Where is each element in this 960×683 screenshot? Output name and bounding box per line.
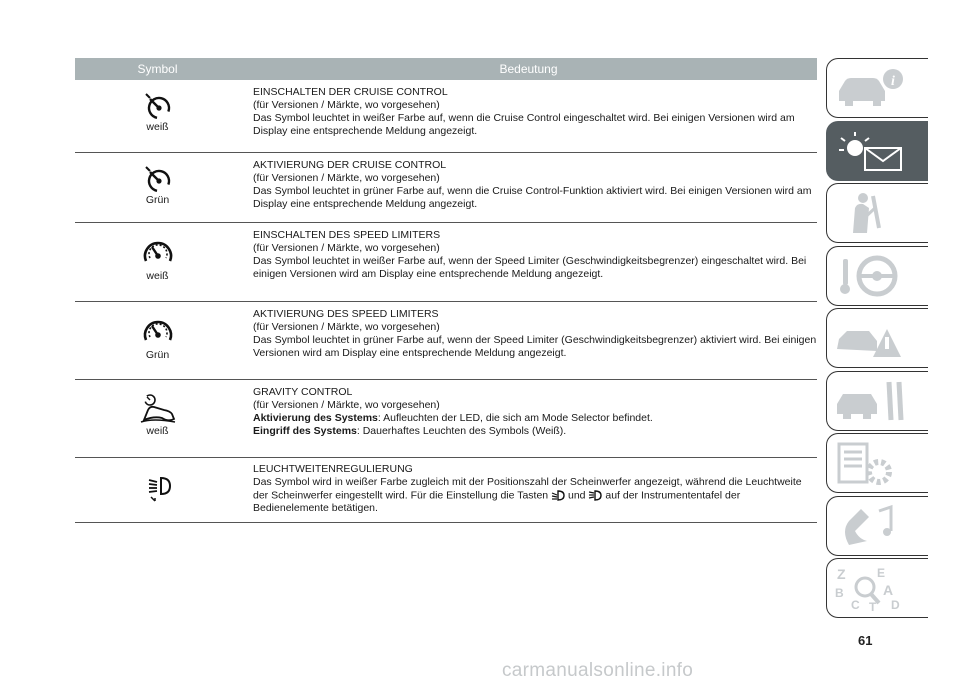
tab-technical-data[interactable] bbox=[826, 433, 928, 493]
row-text: Das Symbol wird in weißer Farbe zugleich mit der Positionszahl der Scheinwerfer angezeigt, während die Leuchtweite der Scheinwerfer eingestellt wird. Für die Einstellung die Tasten bbox=[253, 476, 802, 502]
svg-text:i: i bbox=[891, 74, 895, 89]
svg-text:Z: Z bbox=[837, 566, 846, 582]
color-label: weiß bbox=[146, 121, 169, 133]
watermark: carmanualsonline.info bbox=[502, 660, 694, 681]
row-title: AKTIVIERUNG DES SPEED LIMITERS bbox=[253, 308, 439, 320]
headlight-down-button-icon bbox=[551, 489, 565, 502]
row-title: LEUCHTWEITENREGULIERUNG bbox=[253, 463, 413, 475]
cruise-control-icon bbox=[143, 165, 173, 193]
tab-warning-lights[interactable] bbox=[826, 121, 928, 181]
cruise-control-icon bbox=[143, 92, 173, 120]
tab-multimedia[interactable] bbox=[826, 496, 928, 556]
color-label: Grün bbox=[145, 349, 170, 361]
chapter-tabs bbox=[826, 58, 928, 621]
warning-light-message-icon bbox=[833, 126, 913, 176]
tab-emergency[interactable] bbox=[826, 308, 928, 368]
row-text: : Dauerhaftes Leuchten des Symbols (Weiß). bbox=[356, 425, 567, 437]
svg-text:D: D bbox=[891, 598, 900, 612]
tab-safety[interactable] bbox=[826, 183, 928, 243]
row-subtitle: (für Versionen / Märkte, wo vorgesehen) bbox=[253, 242, 440, 254]
header-meaning: Bedeutung bbox=[499, 62, 558, 76]
svg-text:C: C bbox=[851, 598, 860, 612]
row-subtitle: (für Versionen / Märkte, wo vorgesehen) bbox=[253, 399, 440, 411]
table-row bbox=[75, 80, 817, 153]
table-row bbox=[75, 153, 817, 223]
row-title: AKTIVIERUNG DER CRUISE CONTROL bbox=[253, 159, 447, 171]
row-text: Das Symbol leuchtet in weißer Farbe auf, wenn der Speed Limiter (Geschwindigkeitsbegrenzer) eingeschaltet wird. Bei einigen Versionen wird am Display eine entsprechende Meldung angezeigt. bbox=[253, 255, 807, 280]
row-text: : Aufleuchten der LED, die sich am Mode Selector befindet. bbox=[377, 412, 653, 424]
tab-car-info[interactable] bbox=[826, 58, 928, 118]
key-steering-wheel-icon bbox=[833, 251, 913, 301]
color-label: Grün bbox=[145, 194, 170, 206]
color-label: weiß bbox=[146, 270, 169, 282]
row-subtitle: (für Versionen / Märkte, wo vorgesehen) bbox=[253, 172, 440, 184]
car-breakdown-icon bbox=[833, 313, 913, 363]
alphabetical-index-icon bbox=[833, 563, 913, 613]
table-header bbox=[75, 58, 817, 80]
gravity-control-icon bbox=[138, 392, 178, 424]
tab-maintenance[interactable] bbox=[826, 371, 928, 431]
row-text: Das Symbol leuchtet in weißer Farbe auf, wenn die Cruise Control eingeschaltet wird. Bei einigen Versionen wird am Display eine entsprechende Meldung angezeigt. bbox=[253, 112, 795, 137]
seat-safety-icon bbox=[833, 188, 913, 238]
table-row bbox=[75, 458, 817, 523]
table-row bbox=[75, 380, 817, 458]
table-row bbox=[75, 223, 817, 302]
speed-limiter-icon bbox=[141, 316, 175, 348]
table-row bbox=[75, 302, 817, 380]
page-number: 61 bbox=[858, 633, 873, 648]
technical-data-icon bbox=[833, 438, 913, 488]
svg-text:T: T bbox=[869, 600, 877, 613]
tab-start-driving[interactable] bbox=[826, 246, 928, 306]
headlight-up-button-icon bbox=[588, 489, 602, 502]
row-bold-label: Eingriff des Systems bbox=[253, 425, 357, 437]
car-info-icon bbox=[833, 63, 913, 113]
row-title: GRAVITY CONTROL bbox=[253, 386, 353, 398]
svg-text:A: A bbox=[883, 582, 894, 598]
row-title: EINSCHALTEN DER CRUISE CONTROL bbox=[253, 86, 448, 98]
multimedia-icon bbox=[833, 501, 913, 551]
row-text: auf der Instrumententafel der Bedienelemente betätigen. bbox=[253, 489, 741, 515]
tab-index[interactable] bbox=[826, 558, 928, 618]
svg-text:E: E bbox=[877, 566, 886, 580]
row-bold-label: Aktivierung des Systems bbox=[253, 412, 378, 424]
row-subtitle: (für Versionen / Märkte, wo vorgesehen) bbox=[253, 99, 440, 111]
row-text: Das Symbol leuchtet in grüner Farbe auf, wenn der Speed Limiter (Geschwindigkeitsbegrenzer) aktiviert wird. Bei einigen Versionen wird am Display eine entsprechende Meldung angezeigt. bbox=[253, 334, 817, 359]
symbol-table bbox=[75, 58, 817, 523]
row-title: EINSCHALTEN DES SPEED LIMITERS bbox=[253, 229, 441, 241]
row-subtitle: (für Versionen / Märkte, wo vorgesehen) bbox=[253, 321, 440, 333]
svg-text:B: B bbox=[835, 586, 844, 600]
color-label: weiß bbox=[146, 425, 169, 437]
car-maintenance-icon bbox=[833, 376, 913, 426]
headlight-leveling-icon bbox=[143, 472, 173, 502]
header-symbol: Symbol bbox=[137, 62, 178, 76]
row-text: Das Symbol leuchtet in grüner Farbe auf, wenn die Cruise Control-Funktion aktiviert wird. Bei einigen Versionen wird am Display eine entsprechende Meldung angezeigt. bbox=[253, 185, 812, 210]
speed-limiter-icon bbox=[141, 237, 175, 269]
row-text: und bbox=[567, 489, 586, 502]
